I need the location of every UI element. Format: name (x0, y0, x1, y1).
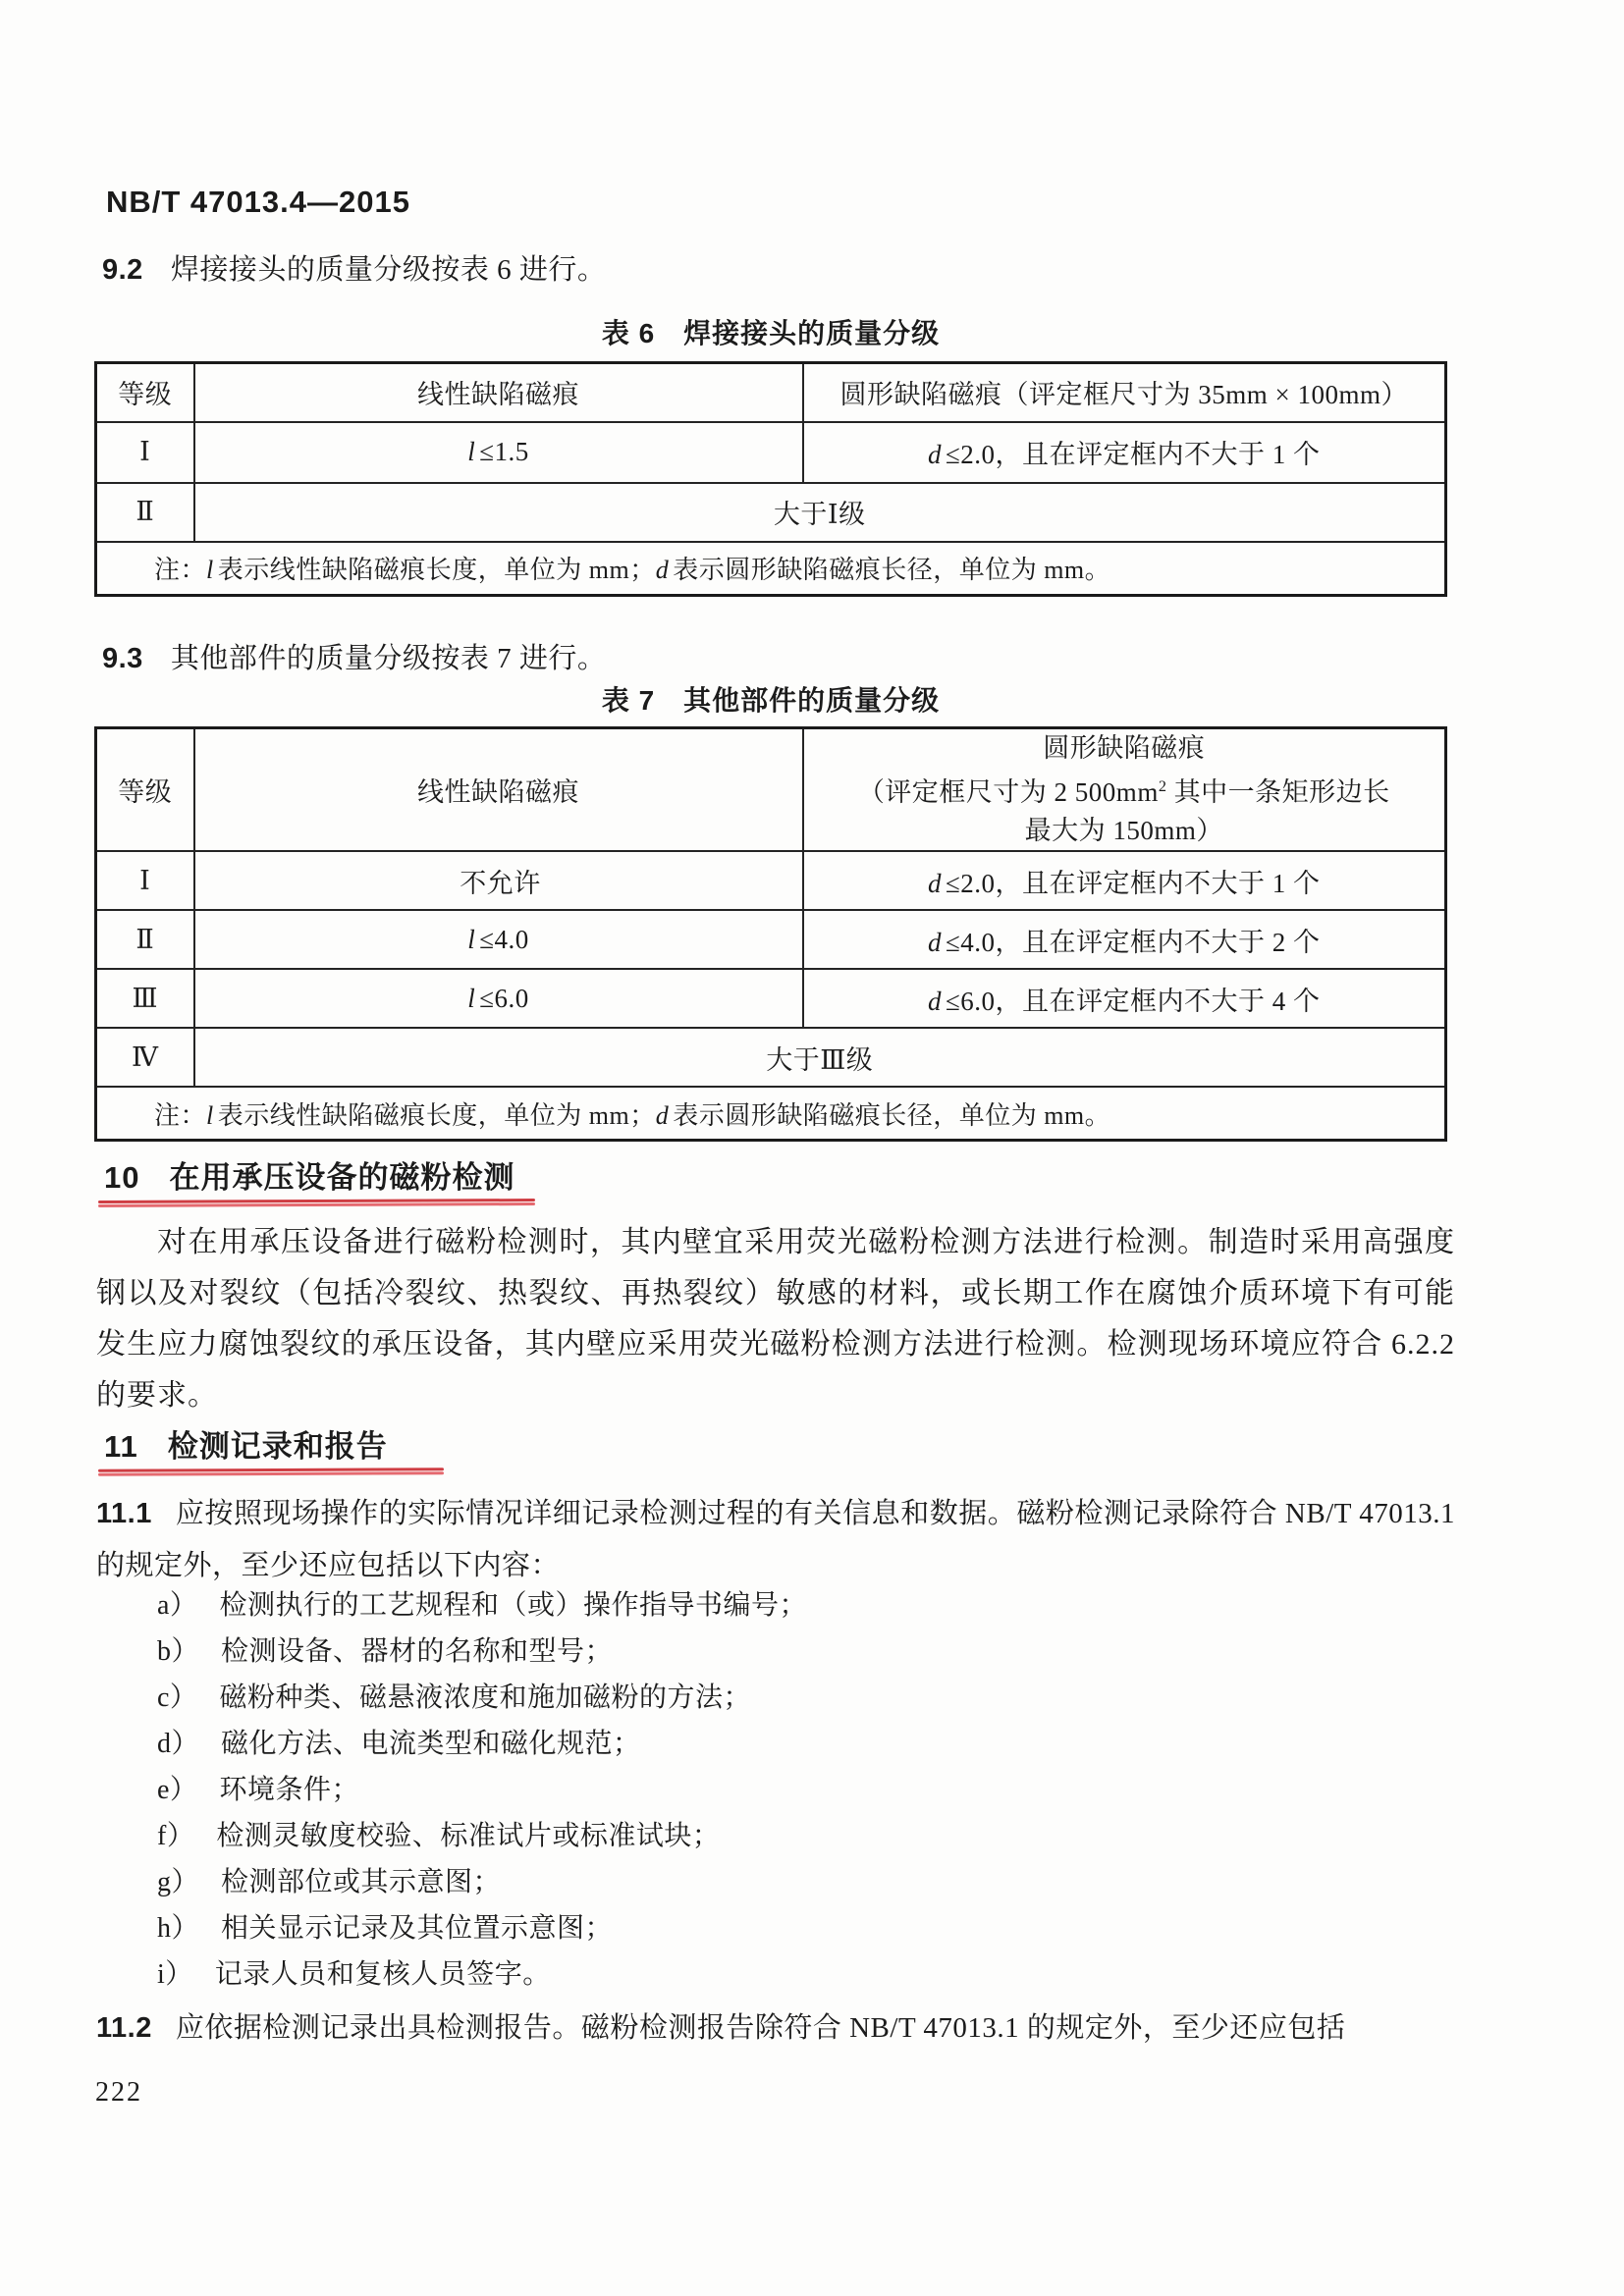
clause-9-3 (102, 636, 606, 676)
list-item-a: a） 检测执行的工艺规程和（或）操作指导书编号； (157, 1590, 807, 1621)
table-7-cell-grade-3: Ⅲ (96, 969, 194, 1028)
variable-d: d (927, 986, 942, 1016)
table-6-cell-linear-1: l ≤1.5 (194, 422, 803, 483)
section-11-heading (104, 1421, 388, 1466)
table-6-note: 注：l 表示线性缺陷磁痕长度，单位为 mm；d 表示圆形缺陷磁痕长径，单位为 mm。 (96, 542, 1446, 596)
red-pen-underline-section-10 (98, 1199, 535, 1203)
table-6-note-row (96, 542, 1446, 596)
table-7-title: 表 7 其他部件的质量分级 (601, 685, 941, 716)
list-item-f: f） 检测灵敏度校验、标准试片或标准试块； (157, 1821, 721, 1851)
table-7-note-row (96, 1087, 1446, 1141)
page-number: 222 (95, 2077, 142, 2108)
table-7-row-grade-3 (96, 969, 1446, 1028)
table-6-cell-grade-2-span: 大于Ⅰ级 (194, 483, 1446, 542)
clause-11-1-number: 11.1 (96, 1498, 152, 1529)
table-7-cell-circular-1: d ≤2.0，且在评定框内不大于 1 个 (803, 851, 1446, 910)
section-10-paragraph: 对在用承压设备进行磁粉检测时，其内壁宜采用荧光磁粉检测方法进行检测。制造时采用高强度钢以及对裂纹（包括冷裂纹、热裂纹、再热裂纹）敏感的材料，或长期工作在腐蚀介质环境下有可能发生应力腐蚀裂纹的承压设备，其内壁应采用荧光磁粉检测方法进行检测。检测现场环境应符合 6.2.2 的要求。 (96, 1226, 1455, 1412)
table-6-row-grade-2 (96, 483, 1446, 542)
list-item-i: i） 记录人员和复核人员签字。 (157, 1959, 551, 1990)
table-7-cell-grade-4-span: 大于Ⅲ级 (194, 1028, 1446, 1087)
variable-l: l (467, 983, 476, 1013)
table-6-row-grade-1 (96, 422, 1446, 483)
section-11-title: 检测记录和报告 (167, 1429, 388, 1464)
section-10-heading (104, 1152, 514, 1197)
variable-d: d (927, 927, 942, 957)
table-7-header-linear: 线性缺陷磁痕 (194, 728, 803, 852)
superscript-2: 2 (1158, 777, 1167, 795)
clause-9-2 (102, 247, 606, 288)
clause-9-2-number: 9.2 (102, 254, 143, 286)
clause-11-1-item-list (96, 1582, 1455, 1998)
clause-11-2-number: 11.2 (96, 2012, 152, 2044)
list-item-b: b） 检测设备、器材的名称和型号； (157, 1636, 614, 1667)
variable-d: d (927, 868, 942, 898)
table-7-cell-linear-3: l ≤6.0 (194, 969, 803, 1028)
table-7-row-grade-4 (96, 1028, 1446, 1087)
standard-number-header: NB/T 47013.4—2015 (106, 185, 410, 219)
table-7-row-grade-1 (96, 851, 1446, 910)
red-pen-underline-section-11 (98, 1468, 444, 1472)
list-item-d: d） 磁化方法、电流类型和磁化规范； (157, 1729, 641, 1759)
variable-d: d (655, 1100, 670, 1130)
list-item-e: e） 环境条件； (157, 1775, 359, 1805)
clause-11-1 (96, 1488, 1455, 1592)
section-10-title: 在用承压设备的磁粉检测 (169, 1160, 515, 1195)
table-6-cell-circular-1: d ≤2.0，且在评定框内不大于 1 个 (803, 422, 1446, 483)
table-7 (94, 726, 1447, 1142)
list-item-c: c） 磁粉种类、磁悬液浓度和施加磁粉的方法； (157, 1682, 751, 1713)
clause-9-3-number: 9.3 (102, 643, 143, 674)
section-11-number: 11 (104, 1429, 138, 1464)
table-7-cell-grade-4: Ⅳ (96, 1028, 194, 1087)
variable-l: l (206, 1100, 214, 1130)
variable-l: l (206, 556, 214, 584)
clause-9-3-text: 其他部件的质量分级按表 7 进行。 (170, 643, 607, 674)
table-7-cell-circular-2: d ≤4.0，且在评定框内不大于 2 个 (803, 910, 1446, 969)
table-7-note: 注：l 表示线性缺陷磁痕长度，单位为 mm；d 表示圆形缺陷磁痕长径，单位为 mm。 (96, 1087, 1446, 1141)
variable-d: d (655, 556, 670, 584)
table-6-header-linear: 线性缺陷磁痕 (194, 363, 803, 422)
table-7-cell-linear-1: 不允许 (194, 851, 803, 910)
variable-l: l (467, 437, 476, 466)
table-7-cell-grade-1: Ⅰ (96, 851, 194, 910)
list-item-h: h） 相关显示记录及其位置示意图； (157, 1913, 614, 1944)
clause-9-2-text: 焊接接头的质量分级按表 6 进行。 (170, 254, 607, 286)
table-6 (94, 361, 1447, 597)
variable-l: l (467, 924, 476, 954)
clause-11-1-text: 应按照现场操作的实际情况详细记录检测过程的有关信息和数据。磁粉检测记录除符合 NB/T 47013.1 的规定外，至少还应包括以下内容： (96, 1498, 1455, 1581)
table-6-cell-grade-1: Ⅰ (96, 422, 194, 483)
table-6-title: 表 6 焊接接头的质量分级 (601, 318, 941, 348)
table-6-header-grade: 等级 (96, 363, 194, 422)
table-6-header-row (96, 363, 1446, 422)
table-6-header-circular: 圆形缺陷磁痕（评定框尺寸为 35mm × 100mm） (803, 363, 1446, 422)
clause-11-2-text: 应依据检测记录出具检测报告。磁粉检测报告除符合 NB/T 47013.1 的规定外，至少还应包括 (175, 2012, 1346, 2044)
table-7-row-grade-2 (96, 910, 1446, 969)
clause-11-2 (96, 2002, 1455, 2055)
table-7-header-row (96, 728, 1446, 852)
table-7-cell-linear-2: l ≤4.0 (194, 910, 803, 969)
list-item-g: g） 检测部位或其示意图； (157, 1867, 502, 1897)
table-7-cell-circular-3: d ≤6.0，且在评定框内不大于 4 个 (803, 969, 1446, 1028)
table-7-header-circular: 圆形缺陷磁痕 （评定框尺寸为 2 $500mm^2$ 其中一条矩形边长 最大为 150mm） (803, 728, 1446, 852)
section-10-number: 10 (104, 1160, 140, 1195)
table-7-cell-grade-2: Ⅱ (96, 910, 194, 969)
variable-d: d (927, 440, 942, 469)
table-6-cell-grade-2: Ⅱ (96, 483, 194, 542)
table-7-header-grade: 等级 (96, 728, 194, 852)
